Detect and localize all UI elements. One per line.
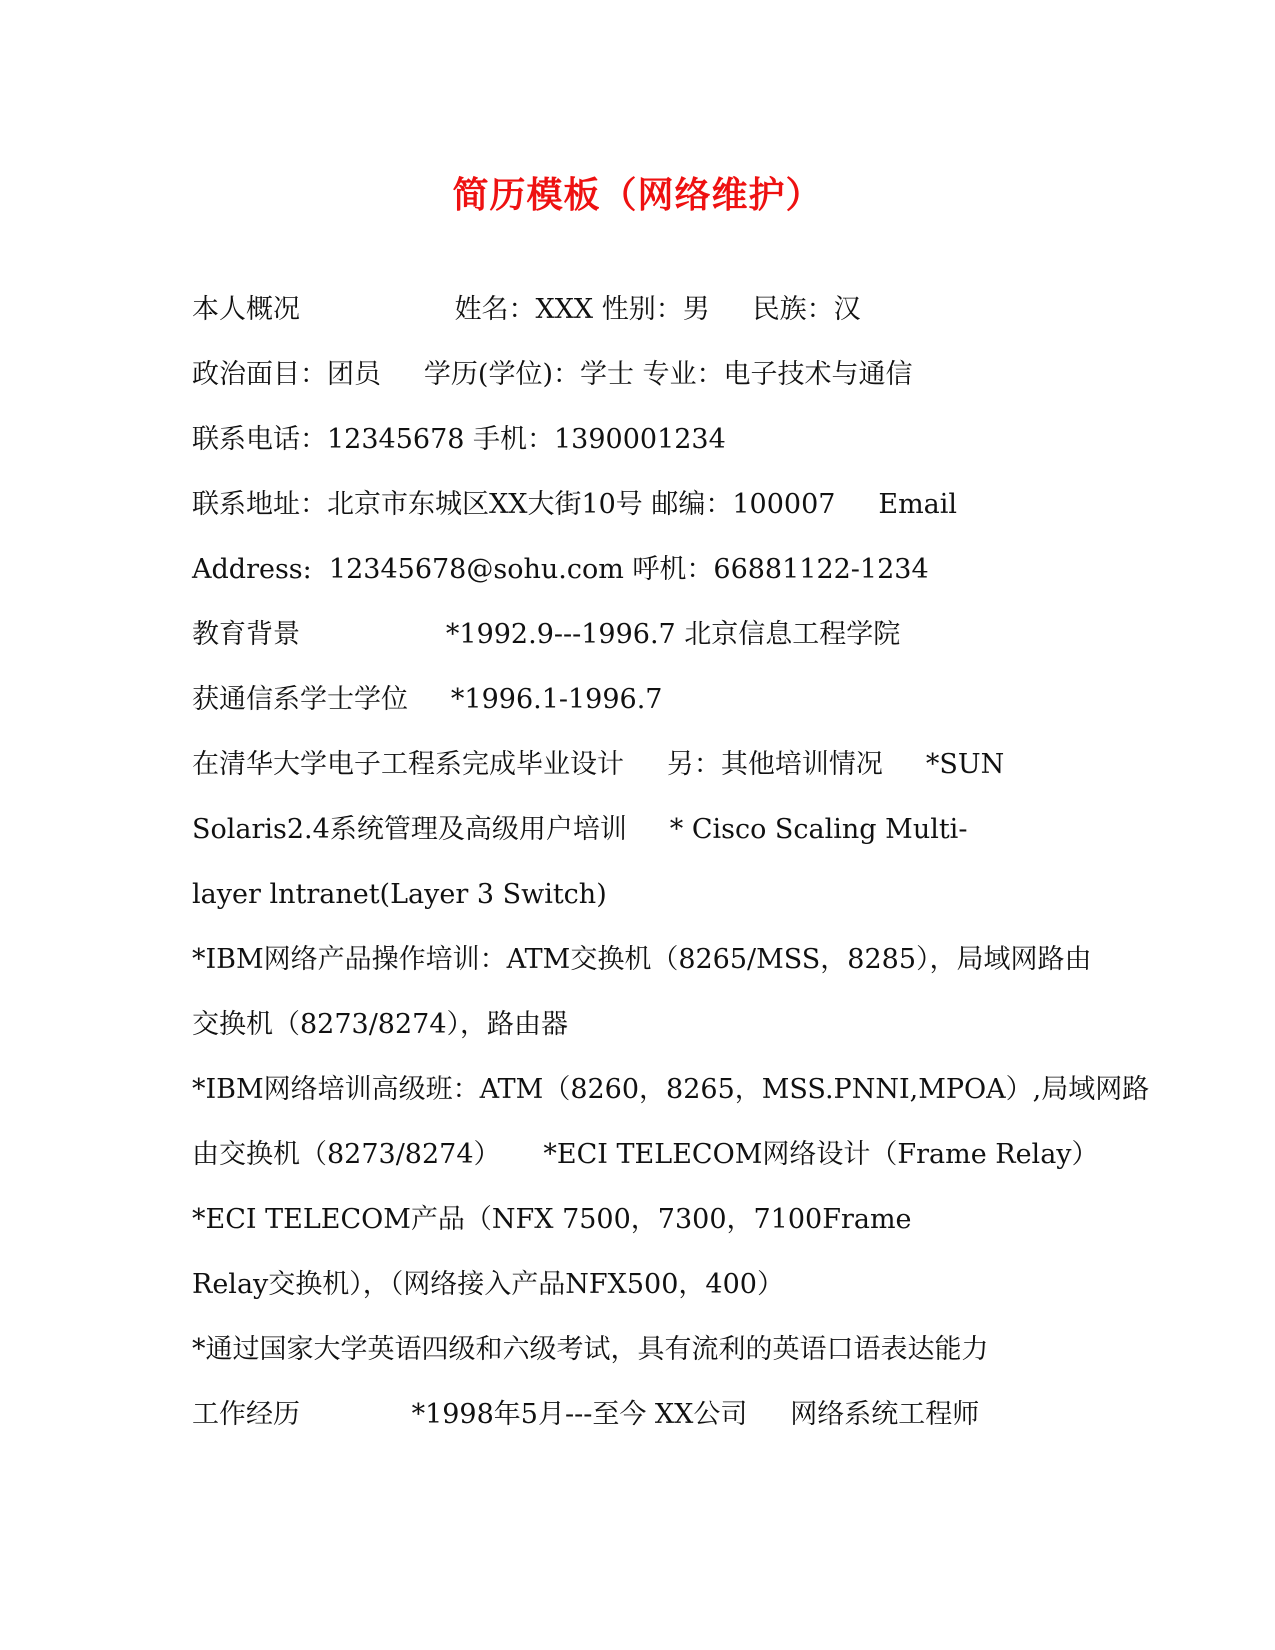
resume-line-layer3: layer lntranet(Layer 3 Switch) xyxy=(192,879,607,910)
resume-line-education: 教育背景 *1992.9---1996.7 北京信息工程学院 xyxy=(192,619,901,650)
resume-line-ibm-advanced: *IBM网络培训高级班：ATM（8260，8265，MSS.PNNI,MPOA）,局域网路 xyxy=(192,1074,1150,1105)
resume-line-degree: 获通信系学士学位 *1996.1-1996.7 xyxy=(192,684,663,715)
resume-line-eci-products: *ECI TELECOM产品（NFX 7500，7300，7100Frame xyxy=(192,1204,912,1235)
resume-line-phone: 联系电话：12345678 手机：1390001234 xyxy=(192,424,726,455)
resume-line-email-pager: Address: 12345678@sohu.com 呼机：66881122-1234 xyxy=(192,554,929,585)
document-title: 简历模板（网络维护） xyxy=(452,174,823,216)
resume-line-graduation-training: 在清华大学电子工程系完成毕业设计 另：其他培训情况 *SUN xyxy=(192,749,1005,780)
resume-line-eci-design: 由交换机（8273/8274） *ECI TELECOM网络设计（Frame Relay） xyxy=(192,1139,1099,1170)
resume-line-address: 联系地址：北京市东城区XX大街10号 邮编：100007 Email xyxy=(192,489,958,520)
resume-body xyxy=(192,284,1150,1454)
resume-line-political-education: 政治面目：团员 学历(学位)：学士 专业：电子技术与通信 xyxy=(192,359,913,390)
resume-line-eci-products-cont: Relay交换机），（网络接入产品NFX500，400） xyxy=(192,1269,784,1300)
resume-line-work-experience: 工作经历 *1998年5月---至今 XX公司 网络系统工程师 xyxy=(192,1399,980,1430)
resume-line-english: *通过国家大学英语四级和六级考试，具有流利的英语口语表达能力 xyxy=(192,1334,989,1365)
resume-line-personal-info: 本人概况 姓名：XXX 性别：男 民族：汉 xyxy=(192,294,861,325)
resume-line-ibm-training: *IBM网络产品操作培训：ATM交换机（8265/MSS，8285），局域网路由 xyxy=(192,944,1092,975)
resume-line-solaris-cisco: Solaris2.4系统管理及高级用户培训 * Cisco Scaling Multi- xyxy=(192,814,968,845)
resume-line-ibm-training-cont: 交换机（8273/8274），路由器 xyxy=(192,1009,569,1040)
